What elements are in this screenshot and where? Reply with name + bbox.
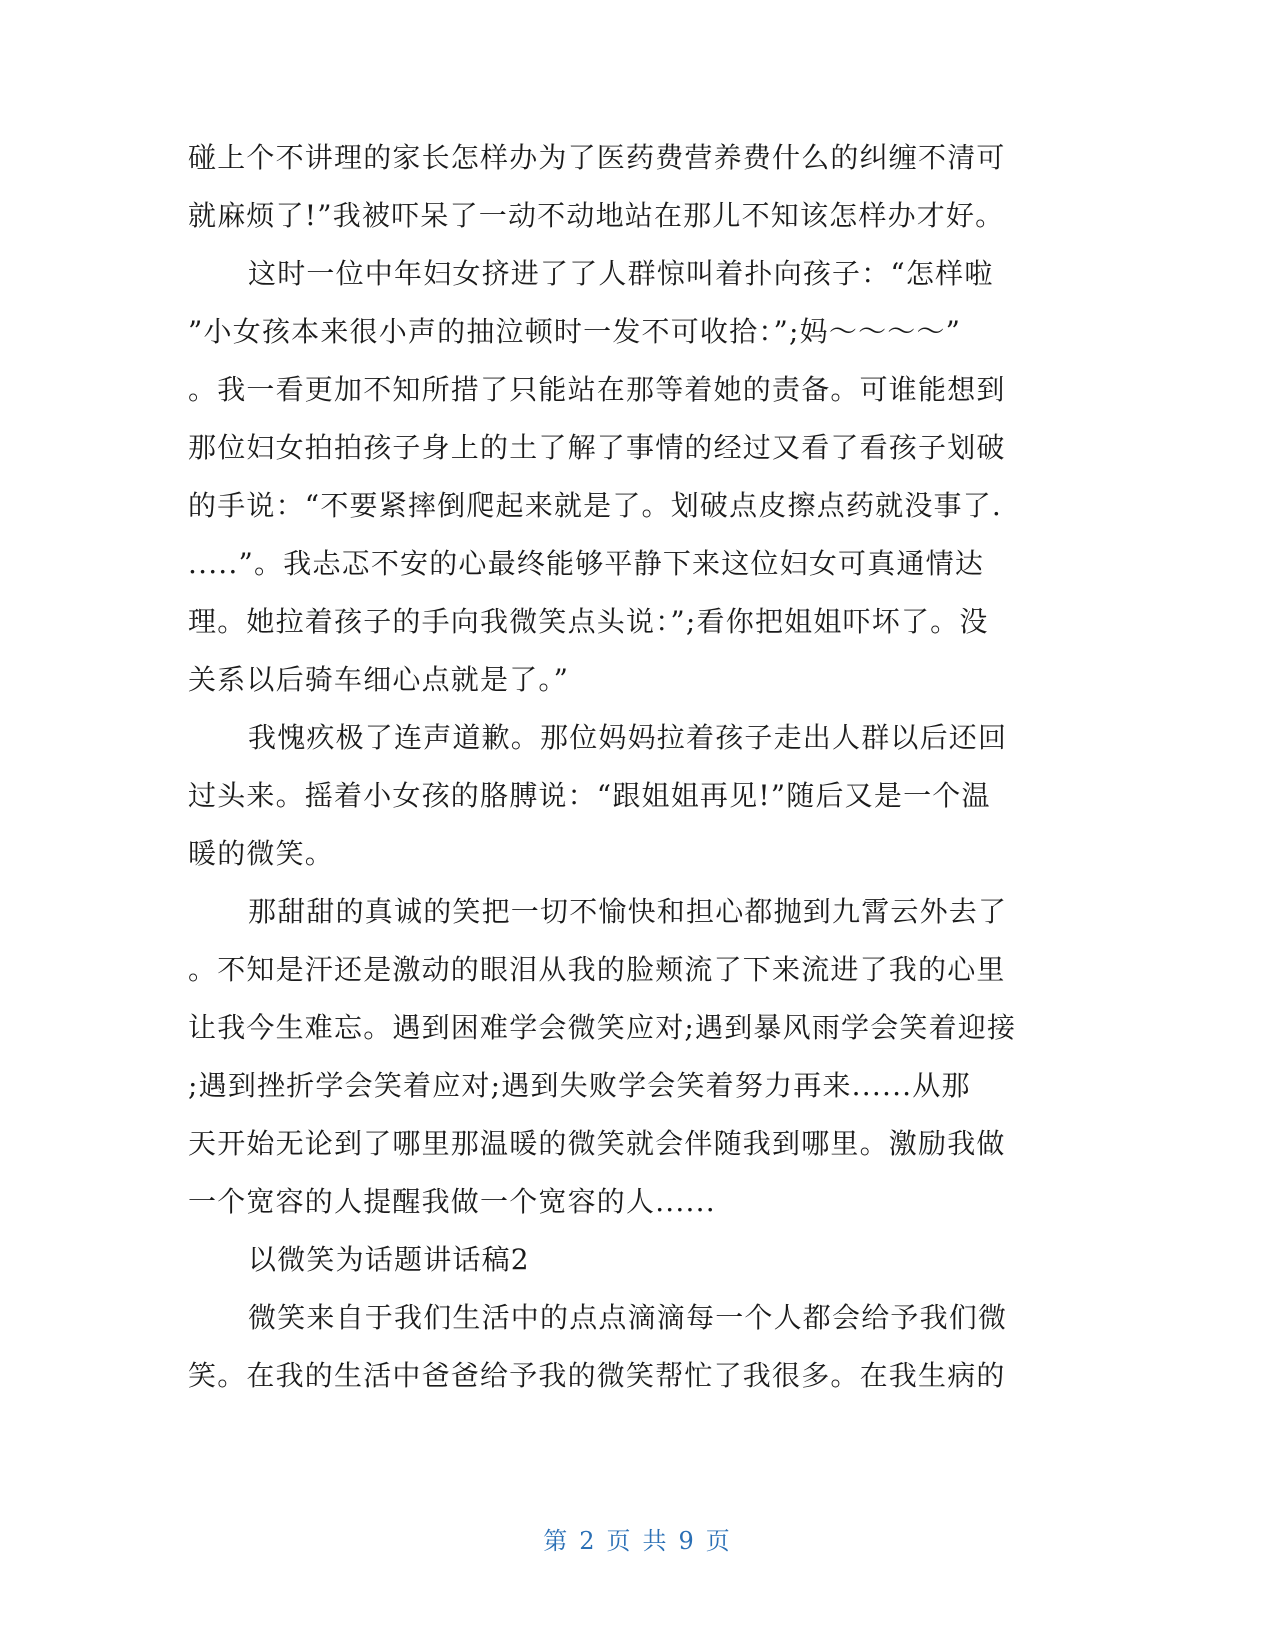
page-footer [0, 1525, 1275, 1557]
footer-total-pages: 9 [678, 1527, 696, 1555]
text-line: 。不知是汗还是激动的眼泪从我的脸颊流了下来流进了我的心里 [188, 953, 1006, 986]
text-line: 一个宽容的人提醒我做一个宽容的人...... [188, 1185, 716, 1218]
footer-page-unit: 页 [606, 1527, 633, 1555]
text-line: 的手说：“不要紧摔倒爬起来就是了。划破点皮擦点药就没事了. [188, 489, 1003, 522]
text-line: 碰上个不讲理的家长怎样办为了医药费营养费什么的纠缠不清可 [188, 141, 1006, 174]
footer-prefix: 第 [543, 1527, 570, 1555]
text-line: 暖的微笑。 [188, 837, 335, 870]
paragraph-start-line: 那甜甜的真诚的笑把一切不愉快和担心都抛到九霄云外去了 [248, 895, 1008, 928]
text-line: 天开始无论到了哪里那温暖的微笑就会伴随我到哪里。激励我做 [188, 1127, 1006, 1160]
text-line: 。我一看更加不知所措了只能站在那等着她的责备。可谁能想到 [188, 373, 1006, 406]
text-line: 那位妇女拍拍孩子身上的土了解了事情的经过又看了看孩子划破 [188, 431, 1006, 464]
text-line: 理。她拉着孩子的手向我微笑点头说：”;看你把姐姐吓坏了。没 [188, 605, 989, 638]
section-heading: 以微笑为话题讲话稿2 [248, 1243, 530, 1276]
paragraph-start-line: 微笑来自于我们生活中的点点滴滴每一个人都会给予我们微 [248, 1301, 1008, 1334]
footer-total-prefix: 共 [642, 1527, 669, 1555]
text-line: 关系以后骑车细心点就是了。” [188, 663, 570, 696]
paragraph-start-line: 这时一位中年妇女挤进了了人群惊叫着扑向孩子：“怎样啦 [248, 257, 994, 290]
footer-current-page: 2 [579, 1527, 597, 1555]
text-line: 让我今生难忘。遇到困难学会微笑应对;遇到暴风雨学会笑着迎接 [188, 1011, 1017, 1044]
text-line: 就麻烦了!”我被吓呆了一动不动地站在那儿不知该怎样办才好。 [188, 199, 1005, 232]
text-line: ”小女孩本来很小声的抽泣顿时一发不可收拾：”;妈～～～～” [188, 315, 962, 348]
footer-total-unit: 页 [705, 1527, 732, 1555]
text-line: .....”。我忐忑不安的心最终能够平静下来这位妇女可真通情达 [188, 547, 985, 580]
text-line: 笑。在我的生活中爸爸给予我的微笑帮忙了我很多。在我生病的 [188, 1359, 1006, 1392]
paragraph-start-line: 我愧疚极了连声道歉。那位妈妈拉着孩子走出人群以后还回 [248, 721, 1008, 754]
text-line: 过头来。摇着小女孩的胳膊说：“跟姐姐再见!”随后又是一个温 [188, 779, 991, 812]
text-line: ;遇到挫折学会笑着应对;遇到失败学会笑着努力再来......从那 [188, 1069, 971, 1102]
